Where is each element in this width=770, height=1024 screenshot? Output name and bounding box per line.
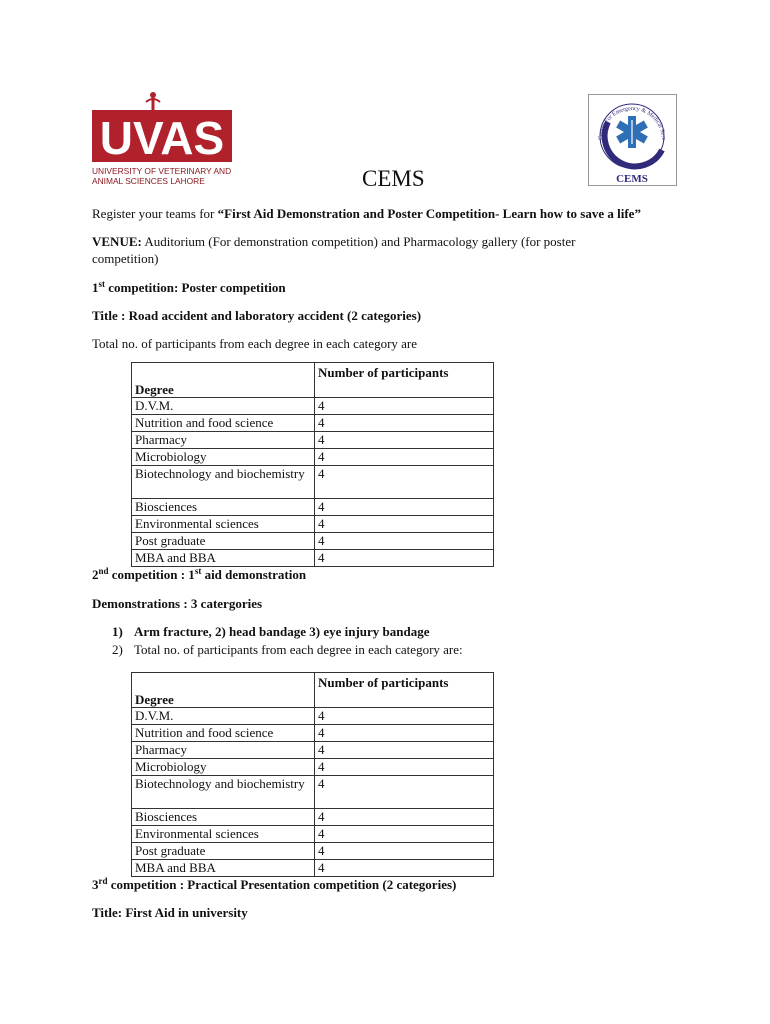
table-cell-count: 4 xyxy=(315,725,494,742)
table-row xyxy=(132,809,494,826)
table-row xyxy=(132,708,494,725)
competition2-list-item-2: 2) Total no. of participants from each degree in each category are: xyxy=(112,642,463,657)
table-cell-degree: MBA and BBA xyxy=(132,860,315,877)
uvas-subtitle xyxy=(92,166,242,186)
table-cell-count: 4 xyxy=(315,449,494,466)
table-row xyxy=(132,533,494,550)
uvas-subtitle-line1: UNIVERSITY OF VETERINARY AND xyxy=(92,166,232,176)
table-cell-degree: D.V.M. xyxy=(132,708,315,725)
table-cell-count: 4 xyxy=(315,432,494,449)
table-cell-degree: Pharmacy xyxy=(132,742,315,759)
table-cell-degree: Biotechnology and biochemistry xyxy=(132,776,315,809)
table-cell-count: 4 xyxy=(315,759,494,776)
table-row xyxy=(132,499,494,516)
uvas-subtitle-line2: ANIMAL SCIENCES LAHORE xyxy=(92,176,205,186)
uvas-logo xyxy=(92,92,242,186)
table-row xyxy=(132,550,494,567)
uvas-logo-graphic xyxy=(92,92,242,164)
table-cell-count: 4 xyxy=(315,499,494,516)
competition2-heading: 2nd competition : 1st aid demonstration xyxy=(92,566,307,582)
table-cell-degree: Nutrition and food science xyxy=(132,415,315,432)
table-header-degree: Degree xyxy=(132,363,315,398)
table-header-participants: Number of participants xyxy=(315,363,494,398)
table-row xyxy=(132,759,494,776)
table-row xyxy=(132,725,494,742)
table-cell-degree: D.V.M. xyxy=(132,398,315,415)
competition1-note: Total no. of participants from each degree in each category are xyxy=(92,336,418,351)
intro-event-name: “First Aid Demonstration and Poster Competition- Learn how to save a life” xyxy=(217,206,641,221)
table-cell-count: 4 xyxy=(315,742,494,759)
table-cell-count: 4 xyxy=(315,826,494,843)
table-row xyxy=(132,466,494,499)
table-row xyxy=(132,742,494,759)
table-cell-degree: Microbiology xyxy=(132,759,315,776)
table-row xyxy=(132,415,494,432)
table-header-row xyxy=(132,673,494,708)
table-row xyxy=(132,826,494,843)
competition1-heading: 1st competition: Poster competition xyxy=(92,279,286,295)
page-title: CEMS xyxy=(362,166,425,191)
table-cell-count: 4 xyxy=(315,843,494,860)
table-cell-degree: Biotechnology and biochemistry xyxy=(132,466,315,499)
cems-logo-graphic xyxy=(588,94,677,186)
table-cell-degree: Microbiology xyxy=(132,449,315,466)
table-cell-degree: MBA and BBA xyxy=(132,550,315,567)
table-row xyxy=(132,843,494,860)
table-cell-degree: Biosciences xyxy=(132,499,315,516)
table-cell-count: 4 xyxy=(315,533,494,550)
table-cell-count: 4 xyxy=(315,776,494,809)
participants-table-1 xyxy=(131,362,494,567)
venue-line2: competition) xyxy=(92,251,159,266)
table-row xyxy=(132,398,494,415)
table-row xyxy=(132,860,494,877)
table-cell-count: 4 xyxy=(315,466,494,499)
table-cell-degree: Post graduate xyxy=(132,533,315,550)
uvas-wordmark: UVAS xyxy=(99,112,225,164)
competition2-demos: Demonstrations : 3 catergories xyxy=(92,596,263,611)
table-cell-count: 4 xyxy=(315,860,494,877)
venue-text: Auditorium (For demonstration competition) and Pharmacology gallery (for poster xyxy=(141,234,576,249)
table-header-row xyxy=(132,363,494,398)
table-cell-degree: Pharmacy xyxy=(132,432,315,449)
table-cell-degree: Post graduate xyxy=(132,843,315,860)
venue-label: VENUE: xyxy=(92,234,142,249)
table-cell-degree: Nutrition and food science xyxy=(132,725,315,742)
competition3-title: Title: First Aid in university xyxy=(92,905,248,920)
cems-ring-text: Center For Emergency & Medical Serv xyxy=(597,105,667,141)
intro-prefix: Register your teams for xyxy=(92,206,218,221)
table-cell-count: 4 xyxy=(315,415,494,432)
table-cell-degree: Environmental sciences xyxy=(132,826,315,843)
participants-table-2 xyxy=(131,672,494,877)
table-row xyxy=(132,516,494,533)
table-row xyxy=(132,432,494,449)
table-row xyxy=(132,449,494,466)
table-cell-count: 4 xyxy=(315,809,494,826)
cems-logo xyxy=(588,94,677,186)
table-header-degree: Degree xyxy=(132,673,315,708)
table-cell-count: 4 xyxy=(315,516,494,533)
competition3-heading: 3rd competition : Practical Presentation competition (2 categories) xyxy=(92,876,457,892)
venue-line1 xyxy=(92,234,575,250)
competition1-title: Title : Road accident and laboratory accident (2 categories) xyxy=(92,308,422,323)
table-header-participants: Number of participants xyxy=(315,673,494,708)
table-cell-count: 4 xyxy=(315,708,494,725)
table-cell-count: 4 xyxy=(315,550,494,567)
competition2-list-item-1: 1) Arm fracture, 2) head bandage 3) eye injury bandage xyxy=(112,624,430,639)
table-cell-degree: Environmental sciences xyxy=(132,516,315,533)
intro-line xyxy=(92,206,641,222)
table-cell-degree: Biosciences xyxy=(132,809,315,826)
cems-logo-label: CEMS xyxy=(616,173,648,185)
table-row xyxy=(132,776,494,809)
table-cell-count: 4 xyxy=(315,398,494,415)
